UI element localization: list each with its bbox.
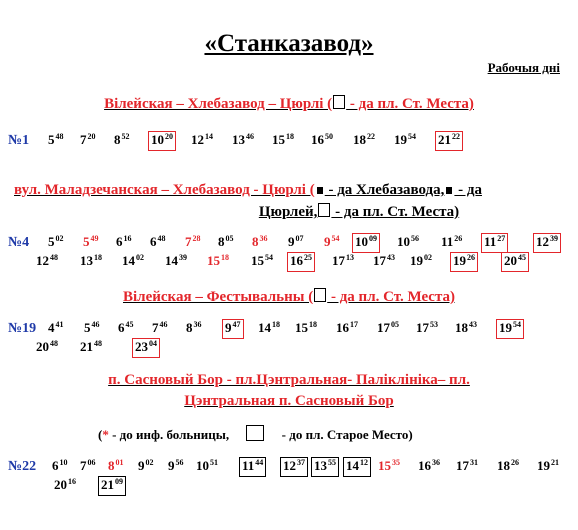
departure-hour: 18: [497, 458, 510, 473]
departure-hour: 12: [36, 253, 49, 268]
departure-hour: 20: [54, 477, 67, 492]
departure-time: [332, 254, 354, 270]
departure-time: [100, 478, 124, 494]
departure-minute: 49: [90, 234, 99, 243]
departure-time: [191, 133, 213, 149]
departure-hour: 16: [311, 132, 324, 147]
departure-minute: 55: [328, 458, 336, 467]
departure-hour: 17: [456, 458, 469, 473]
departure-time: [535, 235, 559, 251]
departure-minute: 41: [55, 320, 64, 329]
departure-hour: 11: [484, 234, 497, 249]
departure-minute: 43: [469, 320, 477, 329]
departure-minute: 21: [551, 458, 559, 467]
departure-hour: 5: [84, 320, 91, 335]
departure-time: [80, 254, 102, 270]
route-number-19: №19: [8, 321, 37, 336]
departure-minute: 48: [157, 234, 166, 243]
departure-time: [503, 254, 527, 270]
departure-hour: 11: [441, 234, 454, 249]
departure-hour: 20: [504, 253, 517, 268]
departure-minute: 22: [367, 132, 375, 141]
departure-minute: 54: [265, 253, 273, 262]
departure-minute: 43: [387, 253, 395, 262]
departure-time: [36, 340, 58, 356]
departure-hour: 21: [101, 477, 114, 492]
departure-minute: 02: [55, 234, 64, 243]
departure-time: [288, 235, 304, 251]
departure-minute: 39: [179, 253, 187, 262]
box-mark-icon: [333, 95, 345, 109]
departure-minute: 26: [467, 253, 475, 262]
departure-minute: 53: [430, 320, 438, 329]
departure-hour: 19: [453, 253, 466, 268]
departure-time: [497, 459, 519, 475]
departure-time: [152, 321, 168, 337]
departure-minute: 36: [432, 458, 440, 467]
departure-hour: 16: [418, 458, 431, 473]
departure-hour: 10: [397, 234, 410, 249]
departure-time: [83, 235, 99, 251]
departure-hour: 7: [152, 320, 159, 335]
departure-time: [224, 321, 242, 337]
departure-time: [311, 133, 333, 149]
departure-hour: 12: [283, 458, 296, 473]
departure-minute: 02: [136, 253, 144, 262]
departure-hour: 9: [225, 320, 232, 335]
departure-time: [185, 235, 201, 251]
departure-time: [498, 321, 522, 337]
departure-minute: 48: [94, 339, 102, 348]
departure-hour: 21: [80, 339, 93, 354]
departure-hour: 8: [252, 234, 259, 249]
departure-hour: 21: [438, 132, 451, 147]
departure-time: [122, 254, 144, 270]
departure-minute: 07: [295, 234, 304, 243]
departure-minute: 36: [259, 234, 268, 243]
departure-minute: 50: [325, 132, 333, 141]
departure-hour: 8: [108, 458, 115, 473]
departure-time: [80, 340, 102, 356]
departure-hour: 6: [118, 320, 125, 335]
departure-minute: 02: [145, 458, 154, 467]
departure-minute: 44: [255, 458, 264, 467]
departure-hour: 10: [355, 234, 368, 249]
route-header-4-line2: [0, 203, 578, 221]
departure-time: [416, 321, 438, 337]
departure-time: [186, 321, 202, 337]
departure-hour: 15: [207, 253, 220, 268]
departure-minute: 31: [470, 458, 478, 467]
departure-hour: 8: [186, 320, 193, 335]
departure-time: [313, 459, 337, 475]
departure-hour: 18: [455, 320, 468, 335]
departure-time: [52, 459, 68, 475]
square-mark-icon: [446, 187, 452, 194]
departure-minute: 10: [59, 458, 68, 467]
departure-hour: 9: [288, 234, 295, 249]
departure-time: [165, 254, 187, 270]
departure-hour: 14: [165, 253, 178, 268]
departure-time: [168, 459, 184, 475]
departure-time: [114, 133, 130, 149]
departure-minute: 22: [452, 132, 460, 141]
departure-time: [456, 459, 478, 475]
departure-time: [455, 321, 477, 337]
departure-minute: 35: [392, 458, 400, 467]
route-header-text: - да Хлебазавода,: [324, 182, 445, 198]
departure-minute: 46: [91, 320, 100, 329]
departure-time: [48, 235, 64, 251]
route-header-text: - да пл. Ст. Места): [331, 204, 460, 220]
departure-minute: 36: [193, 320, 202, 329]
departure-time: [483, 235, 506, 251]
departure-time: [118, 321, 134, 337]
departure-hour: 12: [191, 132, 204, 147]
route-header-4-line1: [14, 182, 482, 199]
departure-hour: 6: [116, 234, 123, 249]
departure-hour: 10: [196, 458, 209, 473]
departure-minute: 04: [149, 339, 157, 348]
departure-hour: 13: [232, 132, 245, 147]
route-header-22-line1: [0, 372, 578, 389]
departure-minute: 56: [411, 234, 419, 243]
departure-time: [150, 133, 174, 149]
departure-hour: 16: [290, 253, 303, 268]
departure-minute: 05: [225, 234, 234, 243]
departure-minute: 37: [297, 458, 305, 467]
departure-hour: 7: [80, 458, 87, 473]
departure-hour: 5: [48, 132, 55, 147]
departure-minute: 26: [454, 234, 463, 243]
page-title: «Станказавод»: [204, 30, 374, 57]
departure-minute: 48: [50, 339, 58, 348]
departure-time: [241, 459, 264, 475]
departure-hour: 17: [377, 320, 390, 335]
departure-minute: 18: [286, 132, 294, 141]
departure-hour: 23: [135, 339, 148, 354]
departure-time: [218, 235, 234, 251]
departure-minute: 18: [309, 320, 317, 329]
departure-minute: 13: [346, 253, 354, 262]
box-mark-icon: [314, 288, 326, 302]
departure-hour: 17: [332, 253, 345, 268]
departure-hour: 9: [138, 458, 145, 473]
departure-time: [452, 254, 476, 270]
departure-time: [537, 459, 559, 475]
departure-time: [54, 478, 76, 494]
route-header-text: Цюрлей,: [258, 204, 318, 220]
departure-hour: 13: [314, 458, 327, 473]
departure-time: [138, 459, 154, 475]
departure-hour: 19: [410, 253, 423, 268]
departure-time: [207, 254, 229, 270]
departure-minute: 48: [50, 253, 58, 262]
departure-hour: 15: [272, 132, 285, 147]
departure-minute: 09: [369, 234, 377, 243]
departure-minute: 48: [55, 132, 64, 141]
departure-time: [418, 459, 440, 475]
departure-hour: 15: [378, 458, 391, 473]
departure-hour: 17: [373, 253, 386, 268]
departure-time: [232, 133, 254, 149]
departure-hour: 7: [185, 234, 192, 249]
departure-time: [394, 133, 416, 149]
departure-time: [353, 133, 375, 149]
departure-minute: 14: [205, 132, 213, 141]
departure-hour: 17: [416, 320, 429, 335]
departure-minute: 18: [94, 253, 102, 262]
departure-time: [48, 133, 64, 149]
departure-hour: 11: [242, 458, 255, 473]
box-legend-icon: [246, 425, 264, 441]
departure-time: [36, 254, 58, 270]
departure-minute: 20: [87, 132, 96, 141]
departure-hour: 20: [36, 339, 49, 354]
departure-minute: 16: [68, 477, 76, 486]
departure-time: [336, 321, 358, 337]
departure-time: [345, 459, 369, 475]
departure-time: [272, 133, 294, 149]
departure-minute: 46: [246, 132, 254, 141]
departure-minute: 45: [518, 253, 526, 262]
departure-hour: 19: [537, 458, 550, 473]
departure-hour: 4: [48, 320, 55, 335]
departure-minute: 28: [192, 234, 201, 243]
departure-hour: 9: [324, 234, 331, 249]
departure-minute: 16: [123, 234, 132, 243]
departure-minute: 26: [511, 458, 519, 467]
departure-minute: 12: [360, 458, 368, 467]
departure-time: [441, 235, 462, 251]
departure-time: [397, 235, 419, 251]
departure-minute: 52: [121, 132, 130, 141]
departure-minute: 51: [210, 458, 218, 467]
departure-hour: 8: [218, 234, 225, 249]
departure-hour: 18: [353, 132, 366, 147]
departure-minute: 45: [125, 320, 134, 329]
departure-hour: 14: [346, 458, 359, 473]
departure-time: [252, 235, 268, 251]
route-header-text: п. Сасновый Бор - пл.Цэнтральная- Паліклініка– пл.: [108, 372, 470, 388]
departure-time: [108, 459, 124, 475]
departure-minute: 02: [424, 253, 432, 262]
departure-time: [134, 340, 158, 356]
departure-time: [258, 321, 280, 337]
departure-time: [354, 235, 378, 251]
departure-hour: 9: [168, 458, 175, 473]
departure-minute: 01: [115, 458, 124, 467]
departure-minute: 25: [304, 253, 312, 262]
departure-hour: 7: [80, 132, 87, 147]
departure-time: [251, 254, 273, 270]
departure-minute: 27: [497, 234, 506, 243]
route-number-1: №1: [8, 133, 30, 148]
square-mark-icon: [317, 187, 323, 194]
box-mark-icon: [318, 203, 330, 217]
departure-time: [48, 321, 64, 337]
departure-time: [80, 133, 96, 149]
departure-minute: 39: [550, 234, 558, 243]
departure-hour: 10: [151, 132, 164, 147]
route-header-19: [0, 288, 578, 306]
route-header-text: Вілейская – Фестывальны (: [123, 289, 314, 305]
departure-time: [150, 235, 166, 251]
route-header-text: Цэнтральная п. Сасновый Бор: [184, 393, 394, 409]
route-22-note: (* - до инф. больницы, - до пл. Старое Место): [98, 427, 413, 442]
departure-minute: 20: [165, 132, 173, 141]
departure-minute: 46: [159, 320, 168, 329]
departure-time: [282, 459, 306, 475]
departure-time: [289, 254, 313, 270]
departure-minute: 56: [175, 458, 184, 467]
departure-minute: 09: [115, 477, 123, 486]
departure-hour: 6: [150, 234, 157, 249]
departure-time: [324, 235, 340, 251]
departure-minute: 05: [391, 320, 399, 329]
departure-time: [437, 133, 461, 149]
route-number-22: №22: [8, 459, 37, 474]
departure-hour: 8: [114, 132, 121, 147]
departure-hour: 14: [258, 320, 271, 335]
departure-minute: 47: [232, 320, 241, 329]
departure-minute: 54: [331, 234, 340, 243]
departure-time: [196, 459, 218, 475]
departure-hour: 14: [122, 253, 135, 268]
departure-time: [116, 235, 132, 251]
departure-time: [377, 321, 399, 337]
departure-hour: 13: [80, 253, 93, 268]
star-symbol: *: [102, 427, 109, 442]
departure-time: [84, 321, 100, 337]
departure-minute: 54: [408, 132, 416, 141]
route-header-text: - да пл. Ст. Места): [346, 96, 474, 112]
departure-minute: 06: [87, 458, 96, 467]
departure-hour: 6: [52, 458, 59, 473]
departure-minute: 18: [221, 253, 229, 262]
departure-time: [80, 459, 96, 475]
departure-minute: 18: [272, 320, 280, 329]
departure-hour: 19: [499, 320, 512, 335]
schedule-type-label: Рабочыя дні: [487, 60, 560, 75]
departure-hour: 19: [394, 132, 407, 147]
route-header-22-line2: [0, 393, 578, 410]
departure-time: [410, 254, 432, 270]
departure-minute: 17: [350, 320, 358, 329]
departure-hour: 5: [48, 234, 55, 249]
departure-hour: 5: [83, 234, 90, 249]
departure-minute: 54: [513, 320, 521, 329]
departure-hour: 16: [336, 320, 349, 335]
route-header-text: - да: [454, 182, 482, 198]
route-header-text: - да пл. Ст. Места): [327, 289, 455, 305]
route-header-text: Вілейская – Хлебазавод – Цюрлі (: [104, 96, 333, 112]
departure-hour: 15: [251, 253, 264, 268]
departure-time: [295, 321, 317, 337]
departure-hour: 15: [295, 320, 308, 335]
departure-time: [373, 254, 395, 270]
departure-time: [378, 459, 400, 475]
departure-hour: 12: [536, 234, 549, 249]
route-number-4: №4: [8, 235, 30, 250]
route-header-text: вул. Маладзечанская – Хлебазавод - Цюрлі (: [14, 182, 315, 198]
route-header-1: [0, 95, 578, 113]
